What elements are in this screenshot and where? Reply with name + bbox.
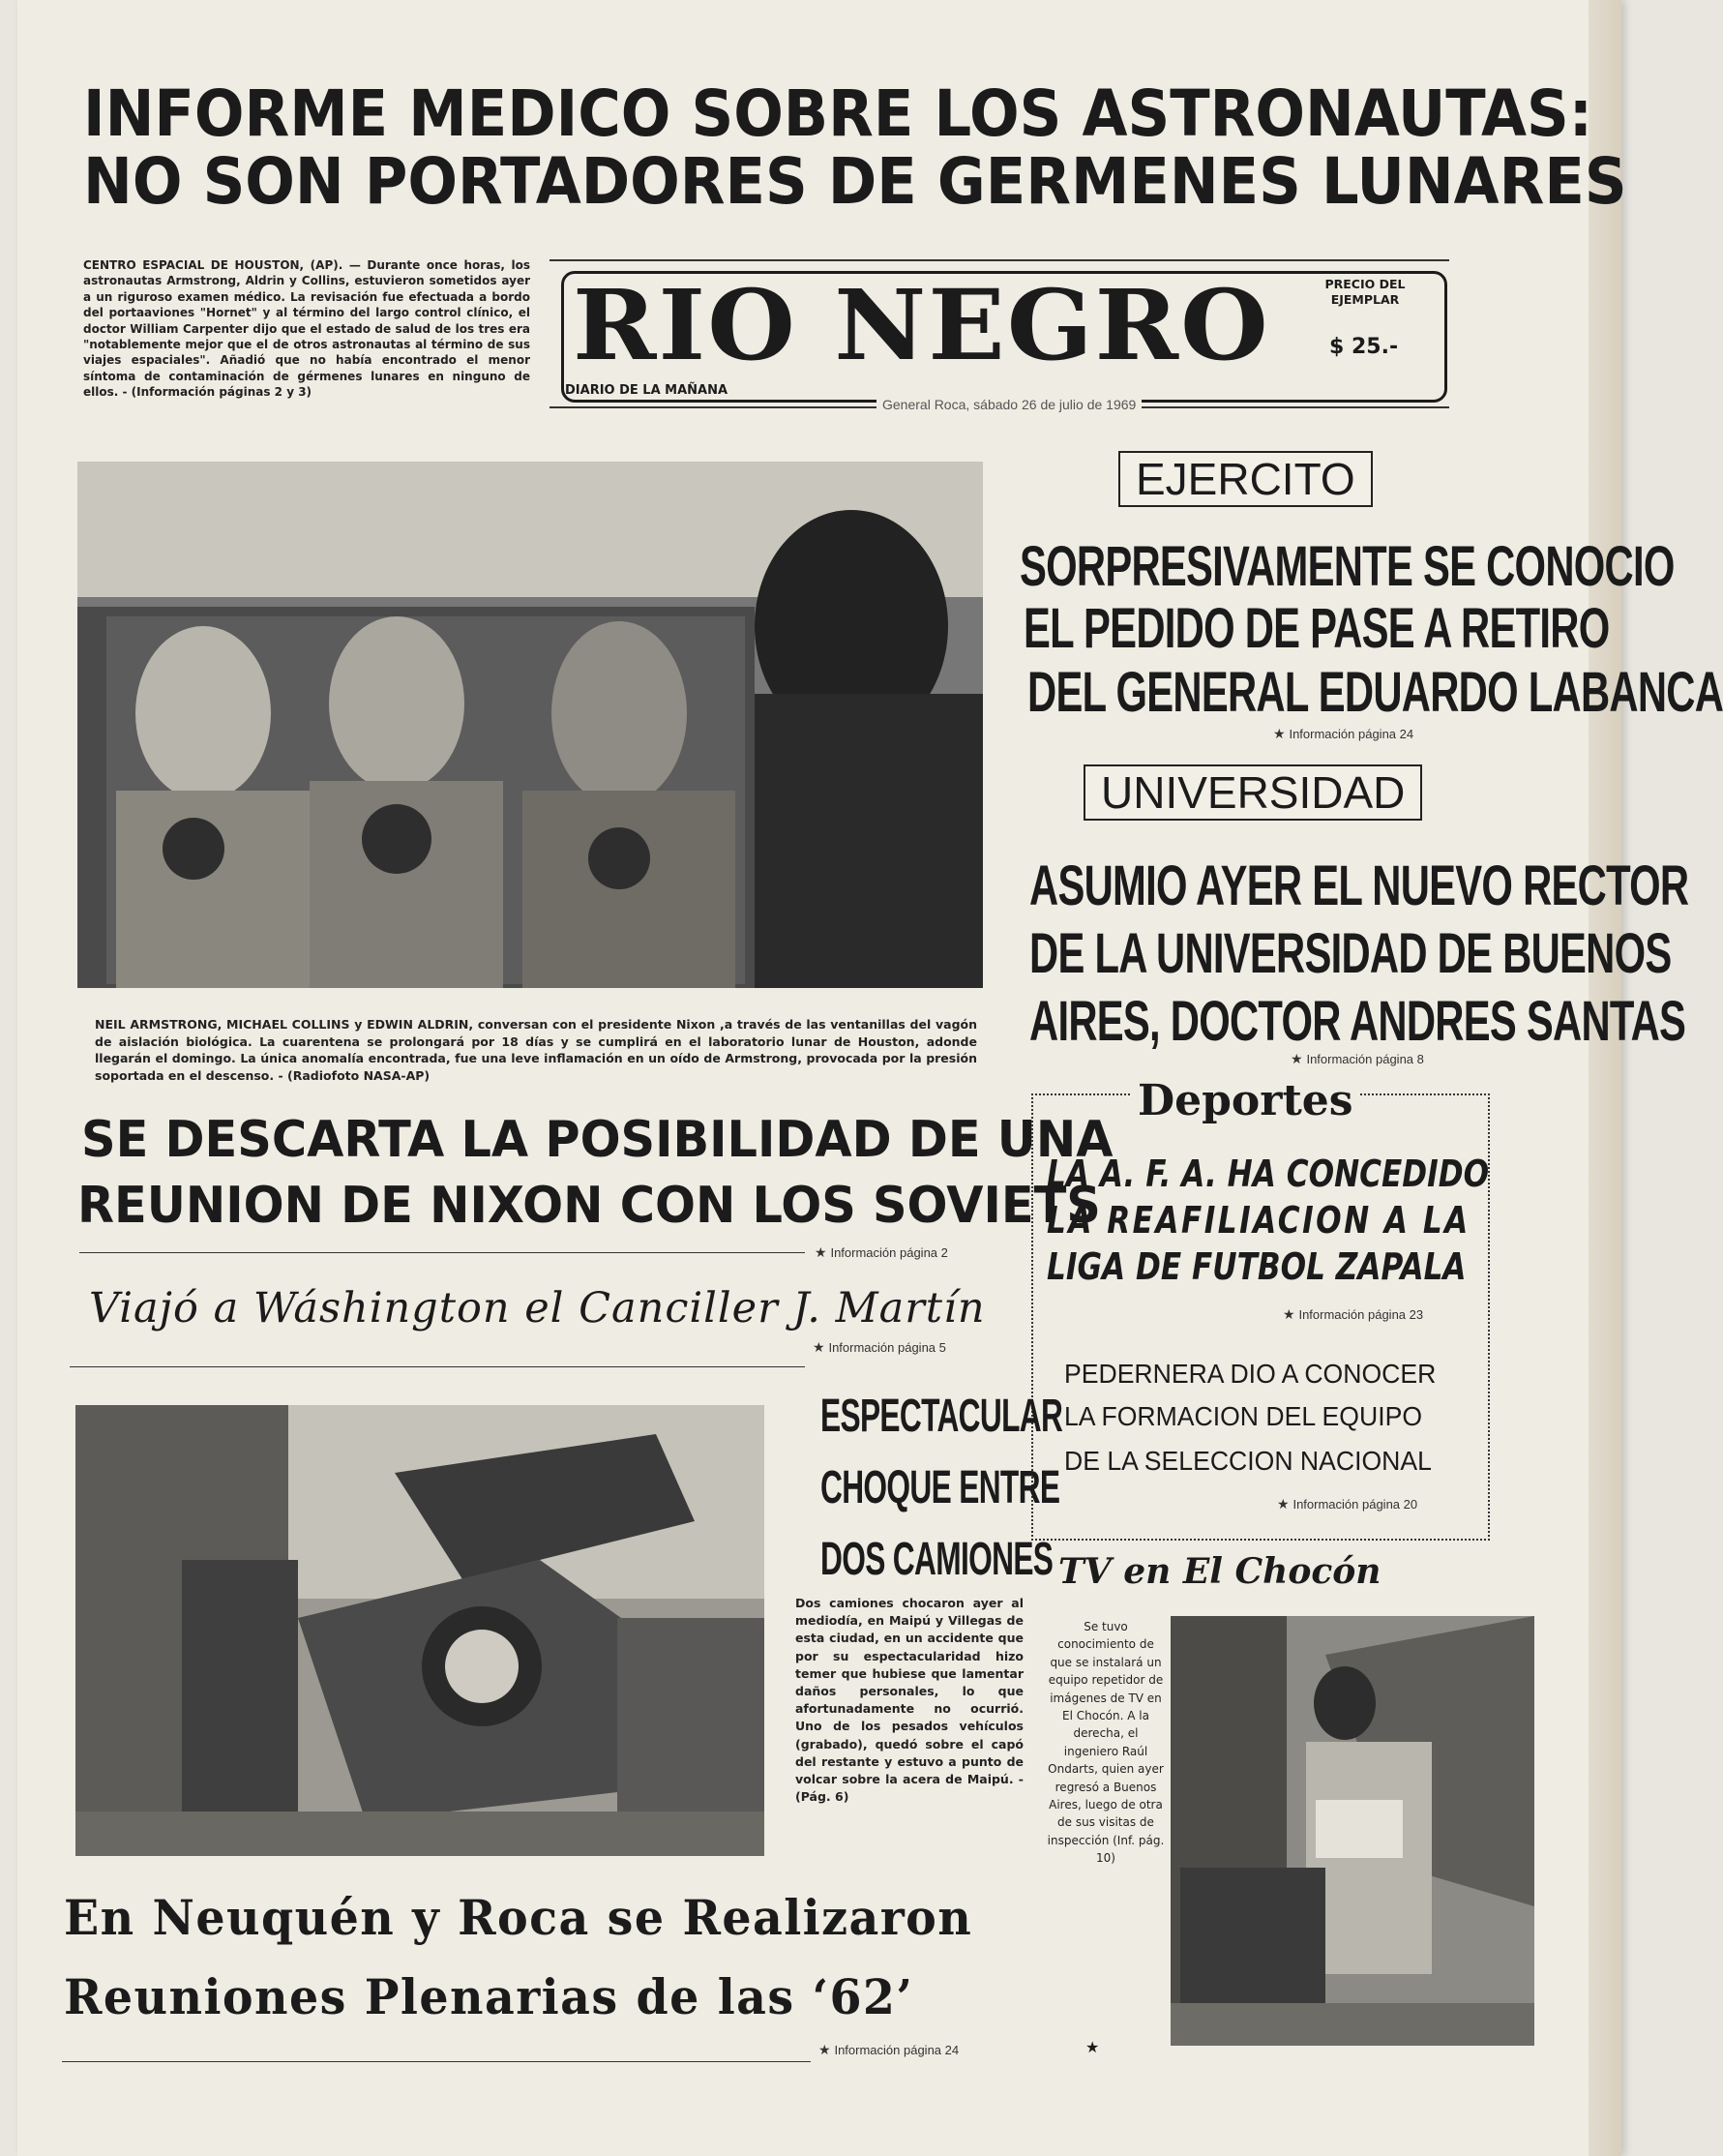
canciller-headline: Viajó a Wáshington el Canciller J. Martín [89,1284,986,1333]
deportes-sub-line3: DE LA SELECCION NACIONAL [1064,1446,1432,1476]
deportes-sub-line2: LA FORMACION DEL EQUIPO [1064,1401,1423,1431]
universidad-section-label: UNIVERSIDAD [1084,764,1422,821]
choque-headline-line3: DOS CAMIONES [820,1534,1054,1585]
tv-headline: TV en El Chocón [1058,1551,1381,1592]
star-icon: ★ [818,2042,835,2057]
deportes-headline-line3: LIGA DE FUTBOL ZAPALA [1047,1245,1467,1288]
astronauts-photo-caption: NEIL ARMSTRONG, MICHAEL COLLINS y EDWIN ALDRIN, conversan con el presidente Nixon ,a través de las ventanillas del vagón de aislación biológica. La cuarentena se prolongará por 18 días y se cumplirá en el laboratorio lunar de Houston, adonde llegarán el domingo. La única anomalía encontrada, fue una leve inflamación en un oído de Armstrong, provocada por la presión soportada en el descenso. - (Radiofoto NASA-AP) [95,1017,977,1083]
nixon-info [815,1244,948,1261]
choque-headline-line2: CHOQUE ENTRE [820,1462,1060,1513]
deportes-sub-line1: PEDERNERA DIO A CONOCER [1064,1359,1437,1389]
ejercito-section-label: EJERCITO [1118,451,1373,507]
ejercito-headline-line1: SORPRESIVAMENTE SE CONOCIO [1020,535,1675,598]
universidad-headline-line3: AIRES, DOCTOR ANDRES SANTAS [1029,990,1686,1053]
astronauts-photo [77,462,983,988]
nixon-headline-line1: SE DESCARTA LA POSIBILIDAD DE UNA [81,1111,1114,1169]
main-headline-line2: NO SON PORTADORES DE GERMENES LUNARES [83,144,1627,219]
neuquen-info [818,2042,959,2058]
choque-body: Dos camiones chocaron ayer al mediodía, en Maipú y Villegas de esta ciudad, en un accidente que por su espectacularidad hizo temer que hubiese que lamentar daños personales, lo que afortunadamente no ocurrió. Uno de los pesados vehículos (grabado), quedó sobre el capó del restante y estuvo a punto de volcar sobre la acera de Maipú. - (Pág. 6) [795,1596,1024,1805]
neuquen-headline-line1: En Neuquén y Roca se Realizaron [64,1889,973,1946]
deportes-info1-text: Información página 23 [1298,1307,1424,1322]
star-icon: ★ [1291,1051,1307,1066]
lead-story-text: CENTRO ESPACIAL DE HOUSTON, (AP). — Durante once horas, los astronautas Armstrong, Aldrin y Collins, estuvieron sometidos ayer a un riguroso examen médico. La revisación fue efectuada a bordo del portaaviones "Hornet" y al término del largo control clínico, el doctor William Carpenter dijo que el estado de salud de los tres era "notablemente mejor que el de otros astronautas al término de sus viajes espaciales". Añadió que no había encontrado el menor síntoma de contaminación de gérmenes lunares en ninguno de ellos. - (Información páginas 2 y 3) [83,258,530,400]
paper-edge [1589,0,1621,2156]
deportes-headline-line1: LA A. F. A. HA CONCEDIDO [1047,1153,1490,1195]
tv-body: Se tuvo conocimiento de que se instalará un equipo repetidor de imágenes de TV en El Chocón. A la derecha, el ingeniero Raúl Ondarts, quien ayer regresó a Buenos Aires, luego de otra de sus visitas de inspección (Inf. pág. 10) [1047,1620,1165,1866]
nixon-headline-line2: REUNION DE NIXON CON LOS SOVIETS [77,1177,1101,1235]
universidad-headline-line1: ASUMIO AYER EL NUEVO RECTOR [1029,854,1689,917]
star-icon: ★ [815,1244,831,1260]
universidad-headline-line2: DE LA UNIVERSIDAD DE BUENOS [1029,922,1672,985]
deportes-info2 [1277,1496,1417,1512]
choque-headline-line1: ESPECTACULAR [820,1391,1063,1442]
trucks-crash-photo [75,1405,764,1856]
ejercito-headline-line2: EL PEDIDO DE PASE A RETIRO [1024,597,1610,660]
universidad-info-text: Información página 8 [1306,1052,1424,1066]
deportes-section-label: Deportes [1132,1074,1359,1128]
canciller-rule [70,1366,805,1367]
tv-engineer-photo [1171,1616,1534,2046]
masthead-subtitle: DIARIO DE LA MAÑANA [565,383,728,398]
masthead-title: RIO NEGRO [573,268,1270,382]
star-icon: ★ [1277,1496,1293,1512]
neuquen-headline-line2: Reuniones Plenarias de las ‘62’ [64,1968,914,2025]
ejercito-headline-line3: DEL GENERAL EDUARDO LABANCA [1027,661,1723,724]
ejercito-info-text: Información página 24 [1289,727,1414,741]
ejercito-info [1273,726,1413,742]
star-icon: ★ [813,1339,829,1355]
universidad-info [1291,1051,1424,1067]
canciller-info [813,1339,946,1356]
deportes-info1 [1283,1306,1423,1323]
neuquen-info-text: Información página 24 [834,2043,960,2057]
masthead-top-rule [550,259,1449,261]
star-icon: ★ [1283,1306,1299,1322]
star-icon: ★ [1273,726,1290,741]
nixon-rule [79,1252,805,1253]
deportes-headline-line2: LA REAFILIACION A LA [1047,1199,1470,1242]
neuquen-rule [62,2061,811,2062]
deportes-info2-text: Información página 20 [1292,1497,1418,1512]
price-value: $ 25.- [1329,335,1399,359]
price-label: PRECIO DEL EJEMPLAR [1324,277,1406,307]
masthead-dateline: General Roca, sábado 26 de julio de 1969 [876,397,1142,412]
star-icon: ★ [1085,2038,1100,2056]
nixon-info-text: Información página 2 [830,1245,948,1260]
main-headline-line1: INFORME MEDICO SOBRE LOS ASTRONAUTAS: [83,76,1593,151]
canciller-info-text: Información página 5 [828,1340,946,1355]
